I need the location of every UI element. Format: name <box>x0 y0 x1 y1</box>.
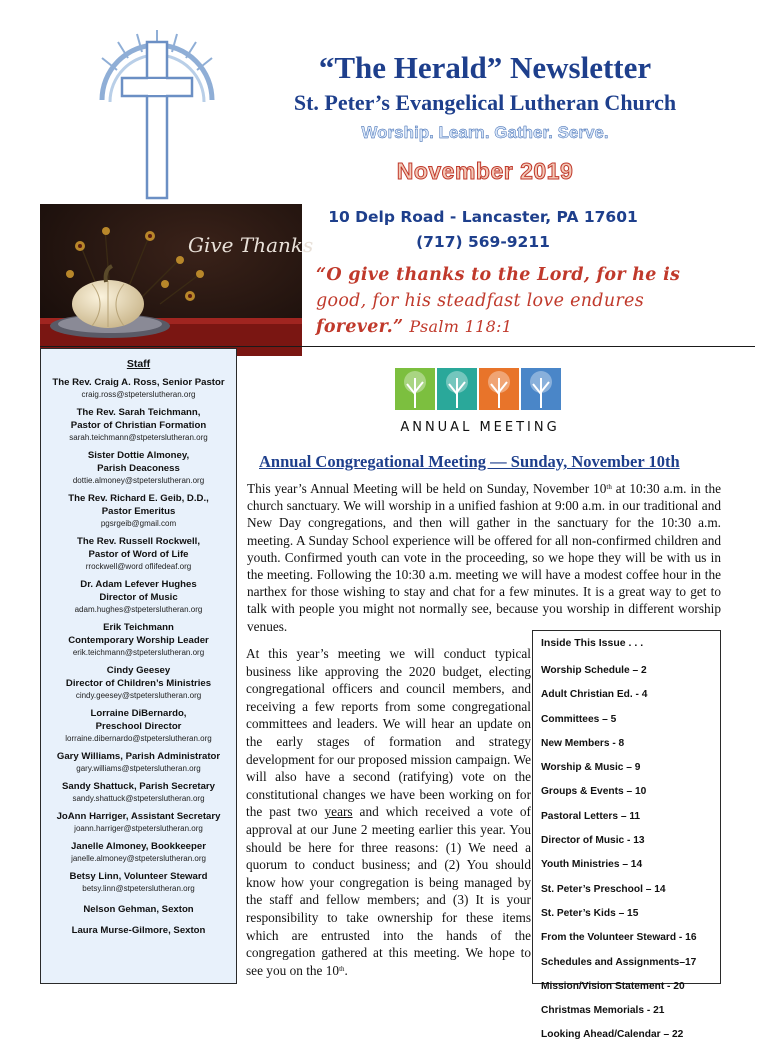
staff-name: Lorraine DiBernardo, <box>90 708 187 719</box>
photo-caption: Give Thanks <box>188 233 314 257</box>
staff-email[interactable]: betsy.linn@stpeterslutheran.org <box>82 884 195 893</box>
tree-icon <box>437 368 477 410</box>
staff-name: The Rev. Russell Rockwell, <box>77 536 200 547</box>
staff-email[interactable]: craig.ross@stpeterslutheran.org <box>81 390 196 399</box>
issue-item: Director of Music - 13 <box>541 835 645 847</box>
scripture-verse <box>316 262 736 340</box>
tree-icon <box>521 368 561 410</box>
tree-icon <box>395 368 435 410</box>
staff-entry <box>41 707 236 745</box>
issue-item: Mission/Vision Statement - 20 <box>541 980 685 992</box>
annual-meeting-logo <box>375 358 585 438</box>
street-address: 10 Delp Road - Lancaster, PA 17601 <box>328 208 638 226</box>
staff-email[interactable]: gary.williams@stpeterslutheran.org <box>76 764 201 773</box>
issue-item: Youth Ministries – 14 <box>541 859 643 871</box>
tree-icon <box>479 368 519 410</box>
staff-list <box>41 376 236 895</box>
staff-entry <box>41 780 236 805</box>
staff-name: Sister Dottie Almoney, <box>87 450 190 461</box>
church-name: St. Peter’s Evangelical Lutheran Church <box>293 90 677 115</box>
staff-entry <box>41 621 236 659</box>
issue-item: From the Volunteer Steward - 16 <box>541 932 697 944</box>
p2-sup: th <box>339 964 345 973</box>
verse-line-2: good, for his steadfast love endures <box>316 291 644 311</box>
staff-title: Pastor Emeritus <box>101 506 176 517</box>
annual-meeting-text: ANNUAL MEETING <box>400 420 560 435</box>
staff-email[interactable]: lorraine.dibernardo@stpeterslutheran.org <box>65 734 212 743</box>
give-thanks-photo <box>40 204 314 356</box>
staff-email[interactable]: adam.hughes@stpeterslutheran.org <box>74 605 203 614</box>
staff-entry <box>41 578 236 616</box>
staff-entry <box>41 535 236 573</box>
staff-email[interactable]: cindy.geesey@stpeterslutheran.org <box>75 691 202 700</box>
issue-item: Committees – 5 <box>541 713 617 725</box>
p1-text-a: This year’s Annual Meeting will be held on Sunday, November 10 <box>247 481 607 496</box>
issue-item: Looking Ahead/Calendar – 22 <box>541 1029 684 1041</box>
staff-entry <box>41 840 236 865</box>
article-paragraph-1 <box>247 480 721 635</box>
issue-item: Worship Schedule – 2 <box>541 665 647 676</box>
staff-name: JoAnn Harriger, Assistant Secretary <box>56 811 221 822</box>
staff-name: Gary Williams, Parish Administrator <box>56 751 221 762</box>
staff-email[interactable]: joann.harriger@stpeterslutheran.org <box>74 824 203 833</box>
staff-email[interactable]: rrockwell@word oflifedeaf.org <box>85 562 192 571</box>
issue-item: Schedules and Assignments–17 <box>541 956 697 968</box>
staff-email[interactable]: dottie.almoney@stpeterslutheran.org <box>72 476 205 485</box>
staff-name: Nelson Gehman, Sexton <box>83 904 194 915</box>
staff-sidebar <box>40 348 237 984</box>
staff-name: Betsy Linn, Volunteer Steward <box>69 871 208 882</box>
p2-text-a: At this year’s meeting we will conduct typical business like approving the 2020 budget, electing congregational officers and council members, and receiving a few reports from some congregational committees and leaders. We will hear an update on the early stages of formation and strategy development for our proposed mission campaign. We will also have a second (ratifying) vote on the constitutional changes we have been working on for the past two <box>246 646 531 820</box>
staff-name: Sandy Shattuck, Parish Secretary <box>61 781 216 792</box>
staff-entry <box>41 406 236 444</box>
verse-line-3: forever.” <box>316 317 404 337</box>
church-cross-logo <box>62 20 242 200</box>
staff-email[interactable]: janelle.almoney@stpeterslutheran.org <box>71 854 206 863</box>
masthead <box>220 50 750 185</box>
issue-item: Adult Christian Ed. - 4 <box>541 689 648 701</box>
verse-reference: Psalm 118:1 <box>409 317 513 336</box>
p1-sup: th <box>606 483 612 491</box>
article-paragraph-2 <box>246 645 531 979</box>
staff-name: Laura Murse-Gilmore, Sexton <box>71 925 206 936</box>
staff-name: Erik Teichmann <box>103 622 174 633</box>
staff-title: Contemporary Worship Leader <box>68 635 209 646</box>
staff-title: Preschool Director <box>95 721 182 732</box>
staff-title: Director of Children’s Ministries <box>65 678 212 689</box>
staff-title: Pastor of Word of Life <box>88 549 189 560</box>
staff-entry <box>41 750 236 775</box>
issue-item: Christmas Memorials - 21 <box>541 1005 665 1017</box>
staff-name: The Rev. Richard E. Geib, D.D., <box>68 493 209 504</box>
staff-email[interactable]: erik.teichmann@stpeterslutheran.org <box>72 648 205 657</box>
staff-email[interactable]: sandy.shattuck@stpeterslutheran.org <box>72 794 205 803</box>
issue-month: November 2019 <box>396 158 574 184</box>
staff-entry <box>41 810 236 835</box>
staff-entry <box>41 376 236 401</box>
issue-item: New Members - 8 <box>541 737 625 749</box>
p2-text-c: . <box>344 962 348 978</box>
p1-text-b: at 10:30 a.m. in the church sanctuary. We will worship in a unified fashion at 9:00 a.m. in our traditional and New Day congregations, and then will gather in the sanctuary for the 10:30 a.m. meeting. A Sunday School experience will be offered for all non-confirmed children and youth. Confirmed youth can vote in the proceeding, so we hope they will be with us in the meeting. Following the 10:30 a.m. meeting we will have a modest coffee hour in the narthex for those wishing to stay and chat for a few minutes. It is a great way to get to talk with people you might not normally see, because you worship in different worship venues. <box>247 481 721 634</box>
staff-heading: Staff <box>126 358 151 370</box>
issue-item: Worship & Music – 9 <box>541 762 641 774</box>
issue-item: Groups & Events – 10 <box>541 786 647 798</box>
staff-entry <box>41 870 236 895</box>
p2-underlined: years <box>324 804 353 820</box>
staff-title: Parish Deaconess <box>97 463 180 474</box>
church-motto: Worship. Learn. Gather. Serve. <box>361 123 609 142</box>
staff-entry <box>41 449 236 487</box>
staff-name: Cindy Geesey <box>106 665 171 676</box>
staff-title: Director of Music <box>99 592 178 603</box>
staff-email[interactable]: sarah.teichmann@stpeterslutheran.org <box>69 433 208 442</box>
inside-list <box>533 659 720 1048</box>
issue-item: St. Peter’s Kids – 15 <box>541 907 639 919</box>
issue-item: St. Peter’s Preschool – 14 <box>541 883 666 895</box>
tree-icons <box>395 366 565 412</box>
inside-heading: Inside This Issue . . . <box>541 637 644 649</box>
staff-name: Janelle Almoney, Bookkeeper <box>71 841 206 852</box>
church-address <box>318 205 648 255</box>
staff-name: Dr. Adam Lefever Hughes <box>80 579 197 590</box>
staff-email[interactable]: pgsrgeib@gmail.com <box>100 519 177 528</box>
article-heading: Annual Congregational Meeting — Sunday, November 10th <box>259 452 680 471</box>
staff-name: The Rev. Craig A. Ross, Senior Pastor <box>52 377 225 388</box>
staff-entry <box>41 492 236 530</box>
phone-number: (717) 569-9211 <box>416 233 550 251</box>
p2-text-b: and which received a vote of approval at our June 2 meeting earlier this year. You should be here for three reasons: (1) We need a quorum to conduct business; and (2) You should know how your congregation is being managed by the staff and fellow members; and (3) It is your responsibility to take ownership for these items which are entrusted into the hands of the congregation gathered at this meeting. We hope to see you on the 10 <box>246 804 531 978</box>
header-divider <box>40 346 755 347</box>
staff-title: Pastor of Christian Formation <box>70 420 207 431</box>
newsletter-title: “The Herald” Newsletter <box>318 50 652 85</box>
staff-name: The Rev. Sarah Teichmann, <box>76 407 201 418</box>
staff-entry <box>41 664 236 702</box>
staff-others <box>41 903 236 937</box>
inside-this-issue <box>532 630 721 1041</box>
verse-line-1: “O give thanks to the Lord, for he is <box>316 265 681 285</box>
issue-item: Pastoral Letters – 11 <box>541 810 641 822</box>
